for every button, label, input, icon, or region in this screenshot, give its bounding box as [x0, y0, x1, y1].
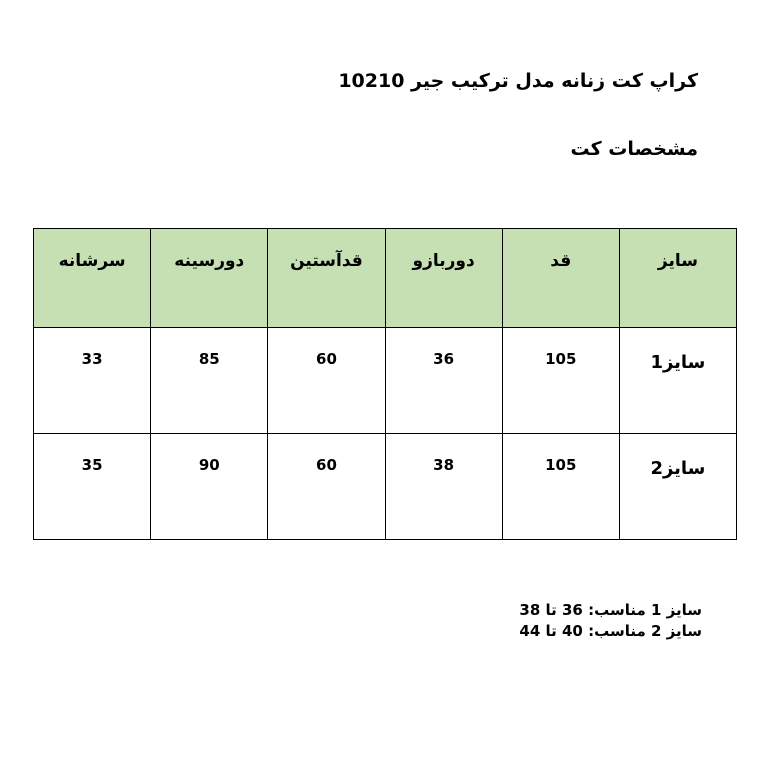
header-length: قد [502, 229, 619, 328]
header-sleeve-length: قدآستین [268, 229, 385, 328]
cell-length: 105 [502, 434, 619, 540]
cell-shoulder-width: 35 [34, 434, 151, 540]
size-notes [519, 600, 702, 642]
cell-arm-circumference: 38 [385, 434, 502, 540]
header-size: سایز [619, 229, 736, 328]
cell-length: 105 [502, 328, 619, 434]
section-title: مشخصات کت [570, 138, 698, 160]
header-arm-circumference: دوربازو [385, 229, 502, 328]
header-chest-circumference: دورسینه [151, 229, 268, 328]
document-title: کراپ کت زنانه مدل ترکیب جیر 10210 [338, 70, 698, 92]
cell-size: سایز2 [619, 434, 736, 540]
table-row [34, 328, 737, 434]
cell-sleeve-length: 60 [268, 328, 385, 434]
cell-chest-circumference: 85 [151, 328, 268, 434]
size-note: سایز 2 مناسب: 40 تا 44 [519, 622, 702, 640]
cell-shoulder-width: 33 [34, 328, 151, 434]
cell-size: سایز1 [619, 328, 736, 434]
table-row [34, 434, 737, 540]
size-table [33, 228, 737, 540]
header-shoulder-width: سرشانه [34, 229, 151, 328]
cell-chest-circumference: 90 [151, 434, 268, 540]
size-note: سایز 1 مناسب: 36 تا 38 [519, 601, 702, 619]
cell-arm-circumference: 36 [385, 328, 502, 434]
cell-sleeve-length: 60 [268, 434, 385, 540]
table-header-row [34, 229, 737, 328]
